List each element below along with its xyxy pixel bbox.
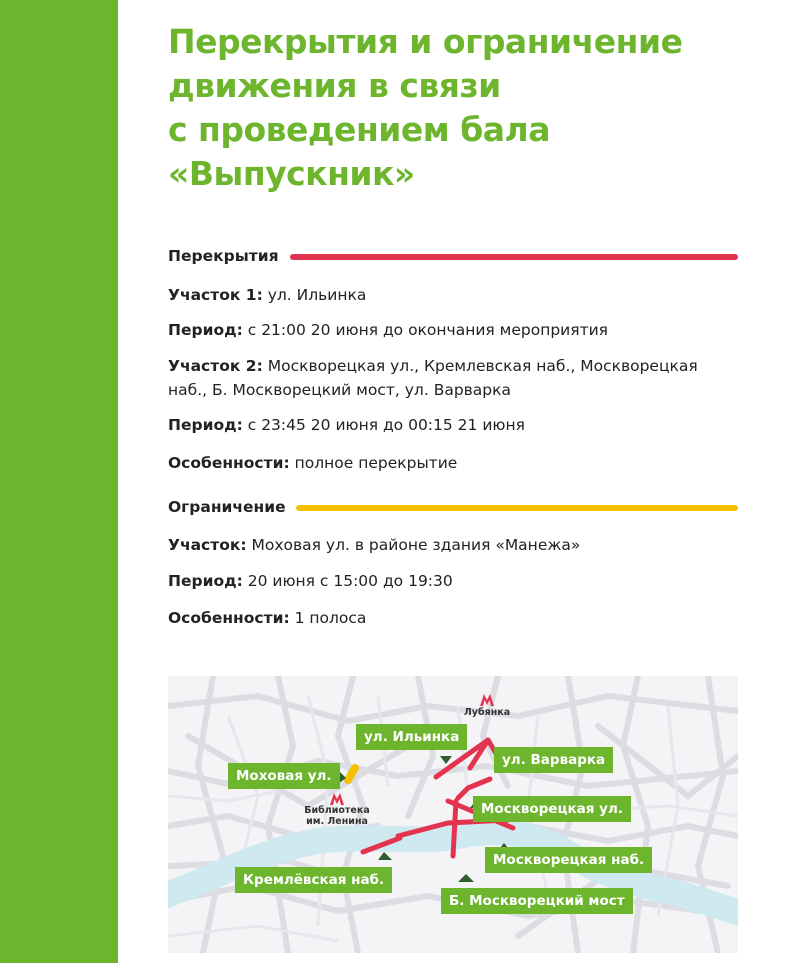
title-line: Перекрытия и ограничение	[168, 22, 683, 61]
metro-name-line: им. Ленина	[306, 816, 368, 827]
closure-section-1	[168, 283, 738, 307]
map-label-moskvoretskaya-ul: Москворецкая ул.	[473, 796, 631, 822]
field-value: полное перекрытие	[294, 454, 458, 472]
metro-m-icon	[330, 793, 344, 805]
traffic-map	[168, 676, 738, 953]
closure-period-1	[168, 318, 738, 342]
closures-header	[168, 246, 738, 266]
field-label: Период:	[168, 416, 243, 434]
field-label: Особенности:	[168, 609, 290, 627]
restriction-section	[168, 533, 738, 557]
field-value: наб., Б. Москворецкий мост, ул. Варварка	[168, 381, 511, 399]
field-value: с 23:45 20 июня до 00:15 21 июня	[247, 416, 525, 434]
map-label-moskvoretskaya-nab: Москворецкая наб.	[485, 847, 652, 873]
field-label: Участок 1:	[168, 286, 263, 304]
metro-lubyanka-label: Лубянка	[463, 707, 511, 718]
map-label-kremlevskaya-nab: Кремлёвская наб.	[235, 867, 392, 893]
field-label: Особенности:	[168, 454, 290, 472]
field-label: Период:	[168, 321, 243, 339]
closure-features	[168, 451, 738, 475]
title-line: движения в связи	[168, 66, 501, 105]
field-value: 1 полоса	[294, 609, 367, 627]
title-line: «Выпускник»	[168, 154, 415, 193]
field-label: Участок:	[168, 536, 247, 554]
restriction-period	[168, 569, 738, 593]
map-label-varvarka: ул. Варварка	[494, 747, 613, 773]
page-title	[168, 20, 758, 196]
title-line: с проведением бала	[168, 110, 550, 149]
map-label-ilinka: ул. Ильинка	[356, 724, 467, 750]
closure-period-2	[168, 413, 738, 437]
restriction-heading: Ограничение	[168, 498, 286, 516]
field-label: Период:	[168, 572, 243, 590]
restriction-legend-line	[296, 505, 738, 511]
field-value: 20 июня с 15:00 до 19:30	[247, 572, 453, 590]
map-label-bolshoy-most: Б. Москворецкий мост	[441, 888, 633, 914]
closure-section-2	[168, 354, 738, 402]
metro-name-line: Библиотека	[304, 805, 370, 816]
closure-legend-line	[290, 254, 738, 260]
restriction-header	[168, 497, 738, 517]
map-label-mokhovaya: Моховая ул.	[228, 763, 340, 789]
field-value: ул. Ильинка	[267, 286, 367, 304]
metro-biblioteka-label	[298, 805, 376, 827]
field-value: Москворецкая ул., Кремлевская наб., Москворецкая	[267, 357, 698, 375]
field-value: Моховая ул. в районе здания «Манежа»	[251, 536, 581, 554]
restriction-features	[168, 606, 738, 630]
field-value: с 21:00 20 июня до окончания мероприятия	[247, 321, 609, 339]
closures-heading: Перекрытия	[168, 247, 279, 265]
side-accent-bar	[0, 0, 118, 963]
field-label: Участок 2:	[168, 357, 263, 375]
metro-m-icon	[480, 694, 494, 706]
